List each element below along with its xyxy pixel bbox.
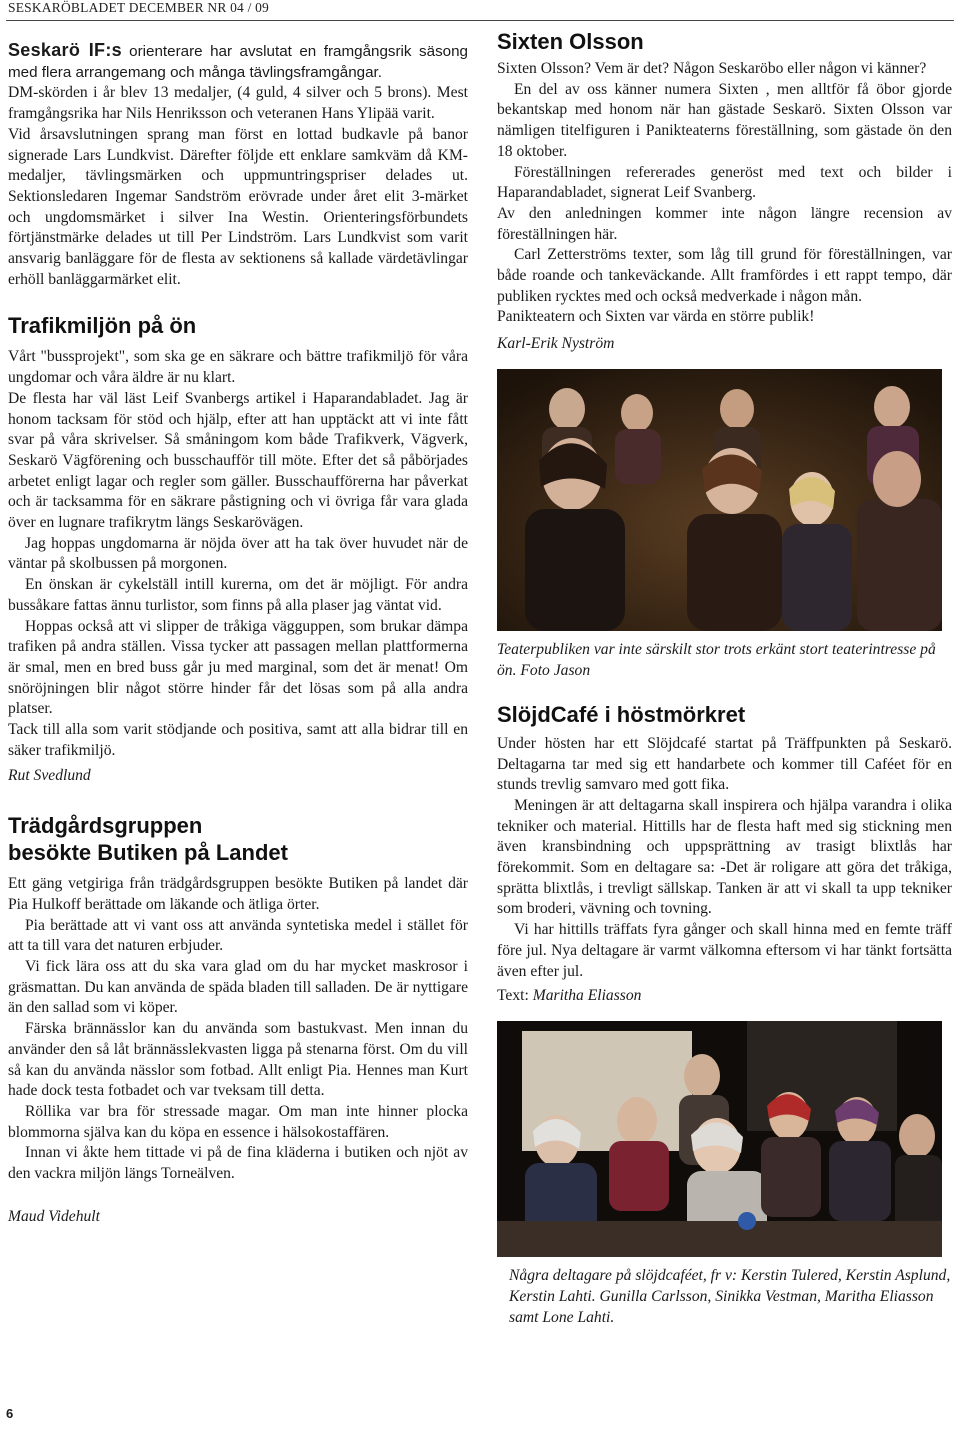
orienteering-paragraph: DM-skörden i år blev 13 medaljer, (4 guld, 4 silver och 5 brons). Mest framgångsrika har Nils Henriksson och veteranen Hans Ylipää varit. [8, 84, 468, 123]
page-number: 6 [6, 1406, 14, 1421]
slojd-credit-label: Text: [497, 987, 533, 1005]
lead-paragraph [8, 40, 468, 83]
craft-photo-caption: Några deltagare på slöjdcaféet, fr v: Kerstin Tulered, Kerstin Asplund, Kerstin Lahti. Gunilla Carlsson, Sinikka Vestman, Maritha Eliasson samt Lone Lahti. [509, 1266, 951, 1326]
craft-cafe-illustration [497, 1021, 942, 1257]
traffic-paragraph: Vårt "bussprojekt", som ska ge en säkrare och bättre trafikmiljö för våra ungdomar och våra äldre är nu klart. [8, 348, 468, 387]
slojd-heading: SlöjdCafé i höstmörkret [497, 701, 746, 727]
garden-paragraph: Vi fick lära oss att du ska vara glad om du har mycket maskrosor i gräsmattan. Du kan använda de späda bladen till salladen. De är nyttigare än den sallad som vi köper. [8, 958, 468, 1017]
traffic-paragraph: Jag hoppas ungdomarna är nöjda över att ha tak över huvudet när de väntar på skolbussen på morgonen. [8, 534, 468, 573]
garden-paragraph: Innan vi åkte hem tittade vi på de fina kläderna i butiken och njöt av den vackra miljön längs Torneälven. [8, 1144, 468, 1183]
orienteering-paragraph: Vid årsavslutningen sprang man först en lottad budkavle på banor signerade Lars Lundkvist. Därefter följde ett enklare samkväm då KM-medaljer, tävlingsmärken och uppmuntringspriser delades ut. Sektionsledaren Ingemar Sandström erövrade under året elit 3-märket och ungdomsmärket i silver Ina Westin. Orienteringsförbundets förtjänstmärke delades ut till Per Lindström. Lars Lundkvist som varit ansvarig banläggare för de flesta av sektionens så kallade värdetävlingar erhöll banläggarmärket elit. [8, 125, 468, 288]
traffic-paragraph: De flesta har väl läst Leif Svanbergs artikel i Haparandabladet. Jag är honom tacksam för stöd och hjälp, efter att han upptäckt att vi inte fått svar på våra skrivelser. Så småningom kom både Trafikverk, Vägverk, Seskarö Vägförening och busschaufför till möte. Efter det så påbörjades arbetet enligt lagar och regler som gäller. Busschaufförerna har påverkat och är tacksamma för en säkrare påstigning och vi övriga får vara glada över en lugnare trafikrytm längs Seskarövägen. [8, 389, 468, 532]
slojd-paragraph: Vi har hittills träffats fyra gånger och skall hinna med en femte träff före jul. Nya deltagare är varmt välkomna eftersom vi har tänkt fortsätta även efter jul. [497, 921, 952, 980]
sixten-heading: Sixten Olsson [497, 29, 644, 54]
sixten-paragraph: Carl Zetterströms texter, som låg till grund för föreställningen, var både roande och tankeväckande. Allt framfördes i ett rappt tempo, där publiken rycktes med och också medverkade i någon mån. [497, 246, 952, 305]
lead-intro: orienterare har avslutat en framgångsrik säsong med flera arrangemang och många tävlingsframgångar. [8, 43, 469, 81]
page-header: SESKARÖBLADET DECEMBER NR 04 / 09 [8, 0, 269, 15]
lead-title: Seskarö IF:s [8, 40, 122, 60]
left-column [8, 28, 468, 1227]
garden-paragraph: Röllika var bra för stressade magar. Om man inte hinner plocka blommorna själva kan du köpa en essence i hälsokostaffären. [8, 1102, 468, 1141]
garden-paragraph: Ett gäng vetgiriga från trädgårdsgruppen besökte Butiken på landet där Pia Hulkoff berättade om läkande och ätliga örter. [8, 875, 468, 913]
craft-cafe-photo [497, 1021, 942, 1257]
traffic-paragraph: Tack till alla som varit stödjande och positiva, samt att alla bidrar till en säker trafikmiljö. [8, 721, 468, 759]
slojd-credit [497, 986, 952, 1007]
traffic-heading: Trafikmiljön på ön [8, 313, 197, 339]
traffic-paragraph: En önskan är cykelställ intill kurerna, om det är möjligt. För andra bussåkare fattas ännu turlistor, som finns på alla plaser jag väntat vid. [8, 576, 468, 614]
traffic-paragraph: Hoppas också att vi slipper de tråkiga vägguppen, som brukar dämpa trafiken på andra ställen. Vissa tycker att passagen mellan plattformerna är smal, men en bred buss går ju med marginal, som det är menat! Om snöröjningen blir något större hinder får det lösas som på alla andra platser. [8, 617, 468, 718]
header-rule [6, 20, 954, 21]
theatre-photo-caption: Teaterpubliken var inte särskilt stor trots erkänt stort teaterintresse på ön. Foto Jason [497, 640, 936, 679]
garden-paragraph: Färska brännässlor kan du använda som bastukvast. Men innan du använder den så låt brännässlekvasten ligga på stenarna först. Om du vill så kan du använda nässlor som fotbad. Allt enligt Pia. Hennes man Kurt hade dock testa fotbadet och var tveksam till detta. [8, 1020, 468, 1100]
theatre-audience-photo [497, 369, 942, 631]
theatre-audience-illustration [497, 369, 942, 631]
right-column [497, 28, 952, 1328]
sixten-paragraph: Av den anledningen kommer inte någon längre recension av föreställningen här. [497, 204, 952, 243]
sixten-signature: Karl-Erik Nyström [497, 335, 615, 353]
sixten-paragraph: Föreställningen refererades generöst med text och bilder i Haparandabladet, signerat Leif Svanberg. [497, 163, 952, 202]
slojd-credit-name: Maritha Eliasson [532, 987, 642, 1005]
slojd-paragraph: Under hösten har ett Slöjdcafé startat på Träffpunkten på Seskarö. Deltagarna tar med sig ett handarbete och kommer till Caféet för en stunds trevlig samvaro med gott fika. [497, 734, 952, 794]
garden-heading: Trädgårdsgruppen [8, 813, 203, 839]
garden-paragraph: Pia berättade att vi vant oss att använda syntetiska medel i stället för att ta till vara det naturen erbjuder. [8, 916, 468, 955]
garden-subheading: besökte Butiken på Landet [8, 840, 288, 866]
traffic-signature: Rut Svedlund [8, 766, 91, 784]
sixten-paragraph: En del av oss känner numera Sixten , men alltför få öbor gjorde bekantskap med honom när han gästade Seskarö. Sixten Olsson var nämligen titelfiguren i Panikteaterns föreställning, som gästade ön den 18 oktober. [497, 80, 952, 160]
sixten-paragraph: Sixten Olsson? Vem är det? Någon Seskaröbo eller någon vi känner? [497, 60, 927, 77]
slojd-paragraph: Meningen är att deltagarna skall inspirera och hjälpa varandra i olika tekniker och material. Hittills har de flesta haft med sig stickning men även kransbindning och uppsprättning av trasigt blixtlås har förekommit. Som en deltagare sa: -Det är roligare att göra det tråkiga, sprätta blixtlås, i trevligt sällskap. Tanken är att vi skall ta upp tekniker som broderi, vävning och tovning. [497, 796, 952, 918]
sixten-paragraph: Panikteatern och Sixten var värda en större publik! [497, 308, 815, 326]
garden-signature: Maud Videhult [8, 1207, 100, 1225]
